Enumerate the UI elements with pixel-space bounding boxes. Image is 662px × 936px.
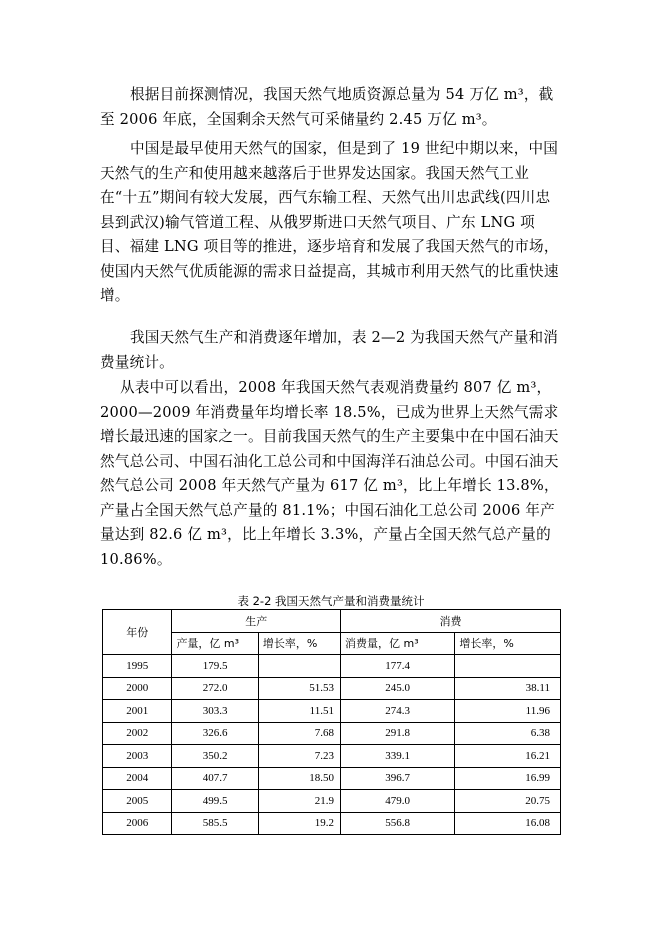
production-growth-cell: 19.2 bbox=[258, 812, 340, 835]
production-cell: 407.7 bbox=[172, 767, 258, 790]
consumption-growth-cell: 20.75 bbox=[455, 790, 561, 813]
production-cell: 326.6 bbox=[172, 722, 258, 745]
table-caption: 表 2-2 我国天然气产量和消费量统计 bbox=[237, 594, 425, 608]
production-growth-cell: 11.51 bbox=[258, 700, 340, 723]
consumption-cell: 291.8 bbox=[341, 722, 455, 745]
consumption-cell: 556.8 bbox=[341, 812, 455, 835]
production-header: 生产 bbox=[172, 610, 341, 633]
table-row bbox=[103, 767, 561, 790]
production-volume-header: 产量，亿 m³ bbox=[172, 632, 258, 655]
table-row bbox=[103, 812, 561, 835]
table-row bbox=[103, 655, 561, 678]
production-growth-cell: 51.53 bbox=[258, 677, 340, 700]
production-growth-header: 增长率，% bbox=[258, 632, 340, 655]
production-growth-cell: 21.9 bbox=[258, 790, 340, 813]
table-row bbox=[103, 745, 561, 768]
paragraph-analysis: 从表中可以看出，2008 年我国天然气表观消费量约 807 亿 m³，2000—2009 年消费量年均增长率 18.5%，已成为世界上天然气需求增长最迅速的国家之一。目前我国天然气的生产主要集中在中国石油天然气总公司、中国石油化工总公司和中国海洋石油总公司。中国石油天然气总公司 2008 年天然气产量为 617 亿 m³，比上年增长 13.8%，产量占全国天然气总产量的 81.1%；中国石油化工总公司 2006 年产量达到 82.6 亿 m³，比上年增长 3.3%，产量占全国天然气总产量的 10.86%。 bbox=[100, 379, 559, 568]
production-cell: 179.5 bbox=[172, 655, 258, 678]
production-growth-cell: 7.68 bbox=[258, 722, 340, 745]
consumption-growth-cell: 16.08 bbox=[455, 812, 561, 835]
production-cell: 303.3 bbox=[172, 700, 258, 723]
paragraph-reserves: 根据目前探测情况，我国天然气地质资源总量为 54 万亿 m³，截至 2006 年底，全国剩余天然气可采储量约 2.45 万亿 m³。 bbox=[100, 86, 554, 128]
consumption-growth-cell: 16.99 bbox=[455, 767, 561, 790]
year-cell: 2005 bbox=[103, 790, 172, 813]
year-cell: 2000 bbox=[103, 677, 172, 700]
paragraph-history: 中国是最早使用天然气的国家，但是到了 19 世纪中期以来，中国天然气的生产和使用越来越落后于世界发达国家。我国天然气工业在“十五”期间有较大发展，西气东输工程、天然气出川忠武线(四川忠县到武汉)输气管道工程、从俄罗斯进口天然气项目、广东 LNG 项目、福建 LNG 项目等的推进，逐步培育和发展了我国天然气的市场，使国内天然气优质能源的需求日益提高，其城市利用天然气的比重快速增。 bbox=[100, 140, 559, 304]
consumption-cell: 274.3 bbox=[341, 700, 455, 723]
production-cell: 272.0 bbox=[172, 677, 258, 700]
consumption-growth-cell: 6.38 bbox=[455, 722, 561, 745]
year-cell: 2004 bbox=[103, 767, 172, 790]
gas-statistics-table bbox=[102, 609, 561, 835]
consumption-growth-cell bbox=[455, 655, 561, 678]
consumption-growth-cell: 11.96 bbox=[455, 700, 561, 723]
production-growth-cell: 7.23 bbox=[258, 745, 340, 768]
consumption-growth-header: 增长率，% bbox=[455, 632, 561, 655]
consumption-cell: 479.0 bbox=[341, 790, 455, 813]
production-cell: 350.2 bbox=[172, 745, 258, 768]
consumption-volume-header: 消费量，亿 m³ bbox=[341, 632, 455, 655]
consumption-growth-cell: 38.11 bbox=[455, 677, 561, 700]
consumption-cell: 396.7 bbox=[341, 767, 455, 790]
year-cell: 2001 bbox=[103, 700, 172, 723]
year-cell: 2006 bbox=[103, 812, 172, 835]
production-growth-cell bbox=[258, 655, 340, 678]
consumption-growth-cell: 16.21 bbox=[455, 745, 561, 768]
production-cell: 499.5 bbox=[172, 790, 258, 813]
consumption-cell: 339.1 bbox=[341, 745, 455, 768]
table-header-row bbox=[103, 610, 561, 633]
paragraph-table-intro: 我国天然气生产和消费逐年增加，表 2—2 为我国天然气产量和消费量统计。 bbox=[100, 329, 559, 371]
consumption-cell: 245.0 bbox=[341, 677, 455, 700]
consumption-header: 消费 bbox=[341, 610, 561, 633]
year-cell: 1995 bbox=[103, 655, 172, 678]
table-row bbox=[103, 700, 561, 723]
table-subheader-row bbox=[103, 632, 561, 655]
year-cell: 2003 bbox=[103, 745, 172, 768]
year-cell: 2002 bbox=[103, 722, 172, 745]
table-row bbox=[103, 677, 561, 700]
table-row bbox=[103, 722, 561, 745]
consumption-cell: 177.4 bbox=[341, 655, 455, 678]
year-header: 年份 bbox=[103, 610, 172, 655]
production-growth-cell: 18.50 bbox=[258, 767, 340, 790]
table-row bbox=[103, 790, 561, 813]
production-cell: 585.5 bbox=[172, 812, 258, 835]
